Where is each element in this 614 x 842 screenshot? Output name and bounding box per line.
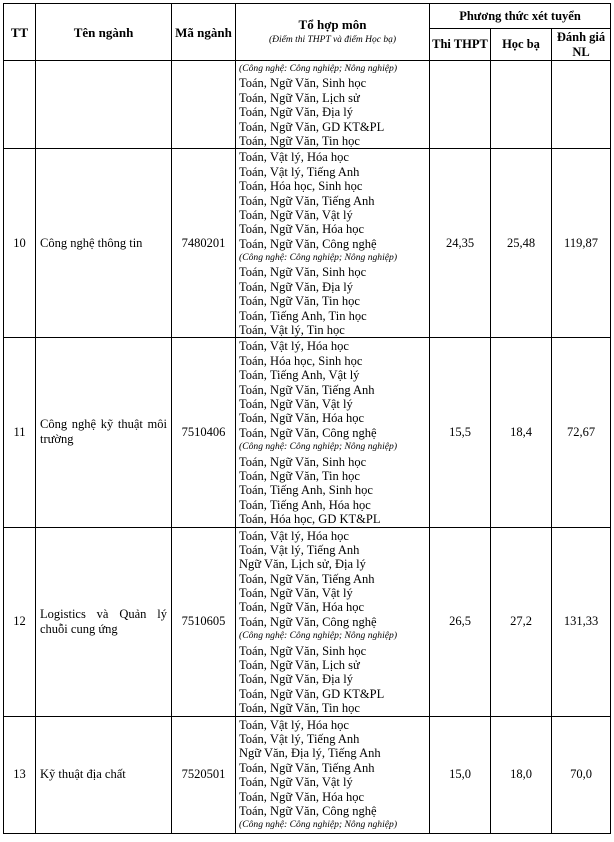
combination-item: Toán, Ngữ Văn, Vật lý [239, 586, 353, 601]
combination-item: Toán, Vật lý, Tiếng Anh [239, 542, 360, 557]
major-name: Công nghệ kỹ thuật môi trường [36, 338, 172, 527]
combination-item: Toán, Vật lý, Hóa học [239, 150, 349, 165]
major-code: 7520501 [172, 716, 236, 833]
header-dgnl: Đánh giá NL [552, 29, 611, 61]
combination-item: Toán, Ngữ Văn, Sinh học [239, 643, 367, 658]
combination-item: Toán, Tiếng Anh, Hóa học [239, 497, 371, 512]
major-code: 7480201 [172, 149, 236, 338]
combination-item: Toán, Hóa học, Sinh học [239, 179, 363, 194]
combination-item: Toán, Tiếng Anh, Vật lý [239, 368, 360, 383]
combination-item: Toán, Ngữ Văn, Sinh học [239, 76, 367, 91]
table-row [4, 338, 611, 527]
combination-item: Toán, Ngữ Văn, Hóa học [239, 789, 365, 804]
combination-note: (Công nghệ: Công nghiệp; Nông nghiệp) [239, 630, 398, 642]
major-code: 7510605 [172, 527, 236, 716]
combination-item: Toán, Ngữ Văn, Công nghệ [239, 425, 377, 440]
score-hocba: 18,0 [491, 716, 552, 833]
combination-note: (Công nghệ: Công nghiệp; Nông nghiệp) [239, 441, 398, 453]
table-row [4, 716, 611, 833]
combination-item: Ngữ Văn, Địa lý, Tiếng Anh [239, 746, 381, 761]
row-tt [4, 61, 36, 149]
table-row [4, 149, 611, 338]
combination-item: Toán, Ngữ Văn, Địa lý [239, 279, 353, 294]
combination-item: Toán, Ngữ Văn, Vật lý [239, 207, 353, 222]
table-row [4, 527, 611, 716]
combination-item: Toán, Ngữ Văn, Tin học [239, 133, 360, 148]
combination-item: Toán, Ngữ Văn, Vật lý [239, 775, 353, 790]
combination-item: Toán, Ngữ Văn, Hóa học [239, 600, 365, 615]
combination-item: Toán, Vật lý, Hóa học [239, 717, 349, 732]
combination-note: (Công nghệ: Công nghiệp; Nông nghiệp) [239, 252, 398, 264]
score-hocba: 27,2 [491, 527, 552, 716]
admission-table [3, 3, 611, 834]
combination-item: Toán, Vật lý, Tiếng Anh [239, 731, 360, 746]
header-tt: TT [4, 4, 36, 61]
header-combinations-title: Tổ hợp môn [298, 16, 367, 32]
score-dgnl: 70,0 [552, 716, 611, 833]
combination-list [236, 338, 430, 527]
combination-list [236, 149, 430, 338]
combination-item: Toán, Vật lý, Tin học [239, 323, 345, 338]
row-tt: 10 [4, 149, 36, 338]
combination-item: Toán, Ngữ Văn, Tiếng Anh [239, 193, 375, 208]
combination-item: Toán, Ngữ Văn, Lịch sử [239, 658, 360, 673]
combination-item: Toán, Hóa học, GD KT&PL [239, 512, 381, 527]
combination-item: Ngữ Văn, Lịch sử, Địa lý [239, 557, 366, 572]
combination-note: (Công nghệ: Công nghiệp; Nông nghiệp) [239, 819, 398, 831]
combination-item: Toán, Ngữ Văn, GD KT&PL [239, 119, 385, 134]
score-thpt: 24,35 [430, 149, 491, 338]
combination-list [236, 61, 430, 149]
combination-item: Toán, Ngữ Văn, Vật lý [239, 396, 353, 411]
combination-item: Toán, Ngữ Văn, GD KT&PL [239, 686, 385, 701]
score-hocba: 25,48 [491, 149, 552, 338]
major-name: Kỹ thuật địa chất [36, 716, 172, 833]
combination-item: Toán, Ngữ Văn, Công nghệ [239, 236, 377, 251]
combination-item: Toán, Ngữ Văn, Tin học [239, 701, 360, 716]
table-row [4, 61, 611, 149]
score-dgnl: 72,67 [552, 338, 611, 527]
combination-item: Toán, Ngữ Văn, Công nghệ [239, 614, 377, 629]
combination-item: Toán, Ngữ Văn, Công nghệ [239, 803, 377, 818]
combination-item: Toán, Ngữ Văn, Sinh học [239, 454, 367, 469]
combination-item: Toán, Ngữ Văn, Tiếng Anh [239, 760, 375, 775]
score-dgnl: 119,87 [552, 149, 611, 338]
score-dgnl: 131,33 [552, 527, 611, 716]
combination-item: Toán, Ngữ Văn, Hóa học [239, 411, 365, 426]
header-hocba: Học bạ [491, 29, 552, 61]
major-name: Logistics và Quản lý chuỗi cung ứng [36, 527, 172, 716]
combination-item: Toán, Ngữ Văn, Tin học [239, 294, 360, 309]
combination-item: Toán, Hóa học, Sinh học [239, 353, 363, 368]
header-major-code: Mã ngành [172, 4, 236, 61]
row-tt: 11 [4, 338, 36, 527]
score-hocba [491, 61, 552, 149]
header-combinations-note: (Điểm thi THPT và điểm Học bạ) [268, 34, 396, 45]
combination-item: Toán, Ngữ Văn, Tin học [239, 468, 360, 483]
header-methods: Phương thức xét tuyển [430, 4, 611, 29]
major-name [36, 61, 172, 149]
combination-list [236, 716, 430, 833]
score-thpt: 26,5 [430, 527, 491, 716]
combination-item: Toán, Ngữ Văn, Địa lý [239, 672, 353, 687]
score-thpt: 15,0 [430, 716, 491, 833]
header-thpt: Thi THPT [430, 29, 491, 61]
combination-item: Toán, Tiếng Anh, Sinh học [239, 483, 373, 498]
row-tt: 13 [4, 716, 36, 833]
major-code [172, 61, 236, 149]
combination-list [236, 527, 430, 716]
combination-item: Toán, Vật lý, Tiếng Anh [239, 164, 360, 179]
combination-item: Toán, Ngữ Văn, Hóa học [239, 222, 365, 237]
row-tt: 12 [4, 527, 36, 716]
major-code: 7510406 [172, 338, 236, 527]
combination-item: Toán, Ngữ Văn, Địa lý [239, 105, 353, 120]
combination-item: Toán, Tiếng Anh, Tin học [239, 308, 367, 323]
combination-item: Toán, Ngữ Văn, Tiếng Anh [239, 382, 375, 397]
combination-item: Toán, Ngữ Văn, Tiếng Anh [239, 571, 375, 586]
score-hocba: 18,4 [491, 338, 552, 527]
header-combinations [236, 4, 430, 61]
combination-item: Toán, Ngữ Văn, Sinh học [239, 265, 367, 280]
score-dgnl [552, 61, 611, 149]
combination-item: Toán, Vật lý, Hóa học [239, 339, 349, 354]
combination-item: Toán, Ngữ Văn, Lịch sử [239, 90, 360, 105]
score-thpt: 15,5 [430, 338, 491, 527]
major-name: Công nghệ thông tin [36, 149, 172, 338]
combination-item: Toán, Vật lý, Hóa học [239, 528, 349, 543]
combination-note: (Công nghệ: Công nghiệp; Nông nghiệp) [239, 63, 398, 74]
score-thpt [430, 61, 491, 149]
header-major-name: Tên ngành [36, 4, 172, 61]
